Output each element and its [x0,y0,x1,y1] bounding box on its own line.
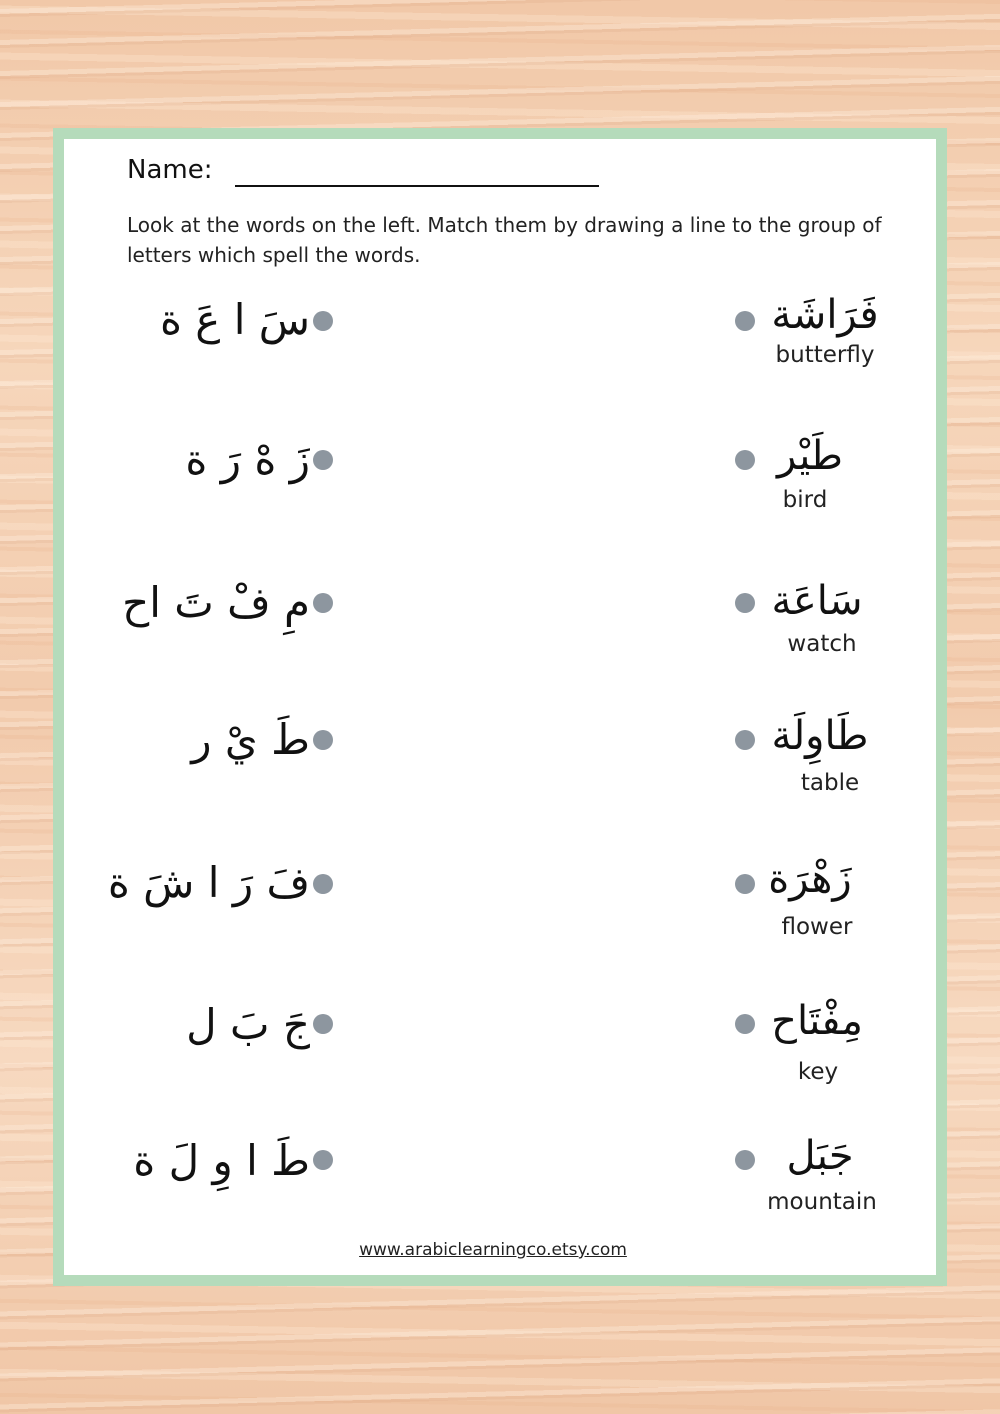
english-meaning: bird [782,487,828,513]
letter-group: طَ ا وِ لَ ة [133,1136,310,1185]
left-match-dot[interactable] [313,450,333,470]
english-meaning: table [800,770,860,796]
name-label: Name: [127,155,213,185]
match-row [0,853,1000,953]
left-match-dot[interactable] [313,593,333,613]
letter-group: سَ ا عَ ة [159,295,310,344]
arabic-word: مِفْتَاح [771,998,863,1044]
english-meaning: watch [787,631,857,657]
english-meaning: flower [781,914,853,940]
match-row [0,430,1000,530]
left-match-dot[interactable] [313,730,333,750]
right-match-dot[interactable] [735,1150,755,1170]
right-match-dot[interactable] [735,730,755,750]
left-match-dot[interactable] [313,1014,333,1034]
arabic-word: طَيْر [777,433,843,479]
arabic-word: جَبَل [786,1133,854,1179]
left-match-dot[interactable] [313,311,333,331]
letter-group: فَ رَ ا شَ ة [107,858,310,907]
match-row [0,710,1000,810]
arabic-word: طَاوِلَة [771,713,869,759]
right-match-dot[interactable] [735,311,755,331]
letter-group: جَ بَ ل [186,1000,310,1049]
letter-group: طَ يْ ر [191,715,310,764]
footer-link[interactable]: www.arabiclearningco.etsy.com [359,1240,627,1260]
arabic-word: فَرَاشَة [771,292,879,338]
english-meaning: mountain [767,1189,877,1215]
match-row [0,1131,1000,1231]
left-match-dot[interactable] [313,1150,333,1170]
instructions-text: Look at the words on the left. Match them by drawing a line to the group of letters which spell the words. [127,213,882,267]
name-write-line[interactable] [235,185,599,187]
left-match-dot[interactable] [313,874,333,894]
match-row [0,995,1000,1095]
match-row [0,573,1000,673]
arabic-word: زَهْرَة [768,856,852,902]
letter-group: مِ فْ تَ اح [122,578,310,627]
english-meaning: butterfly [775,342,875,368]
letter-group: زَ هْ رَ ة [185,435,310,484]
arabic-word: سَاعَة [771,578,863,624]
match-row [0,290,1000,390]
english-meaning: key [797,1059,839,1085]
